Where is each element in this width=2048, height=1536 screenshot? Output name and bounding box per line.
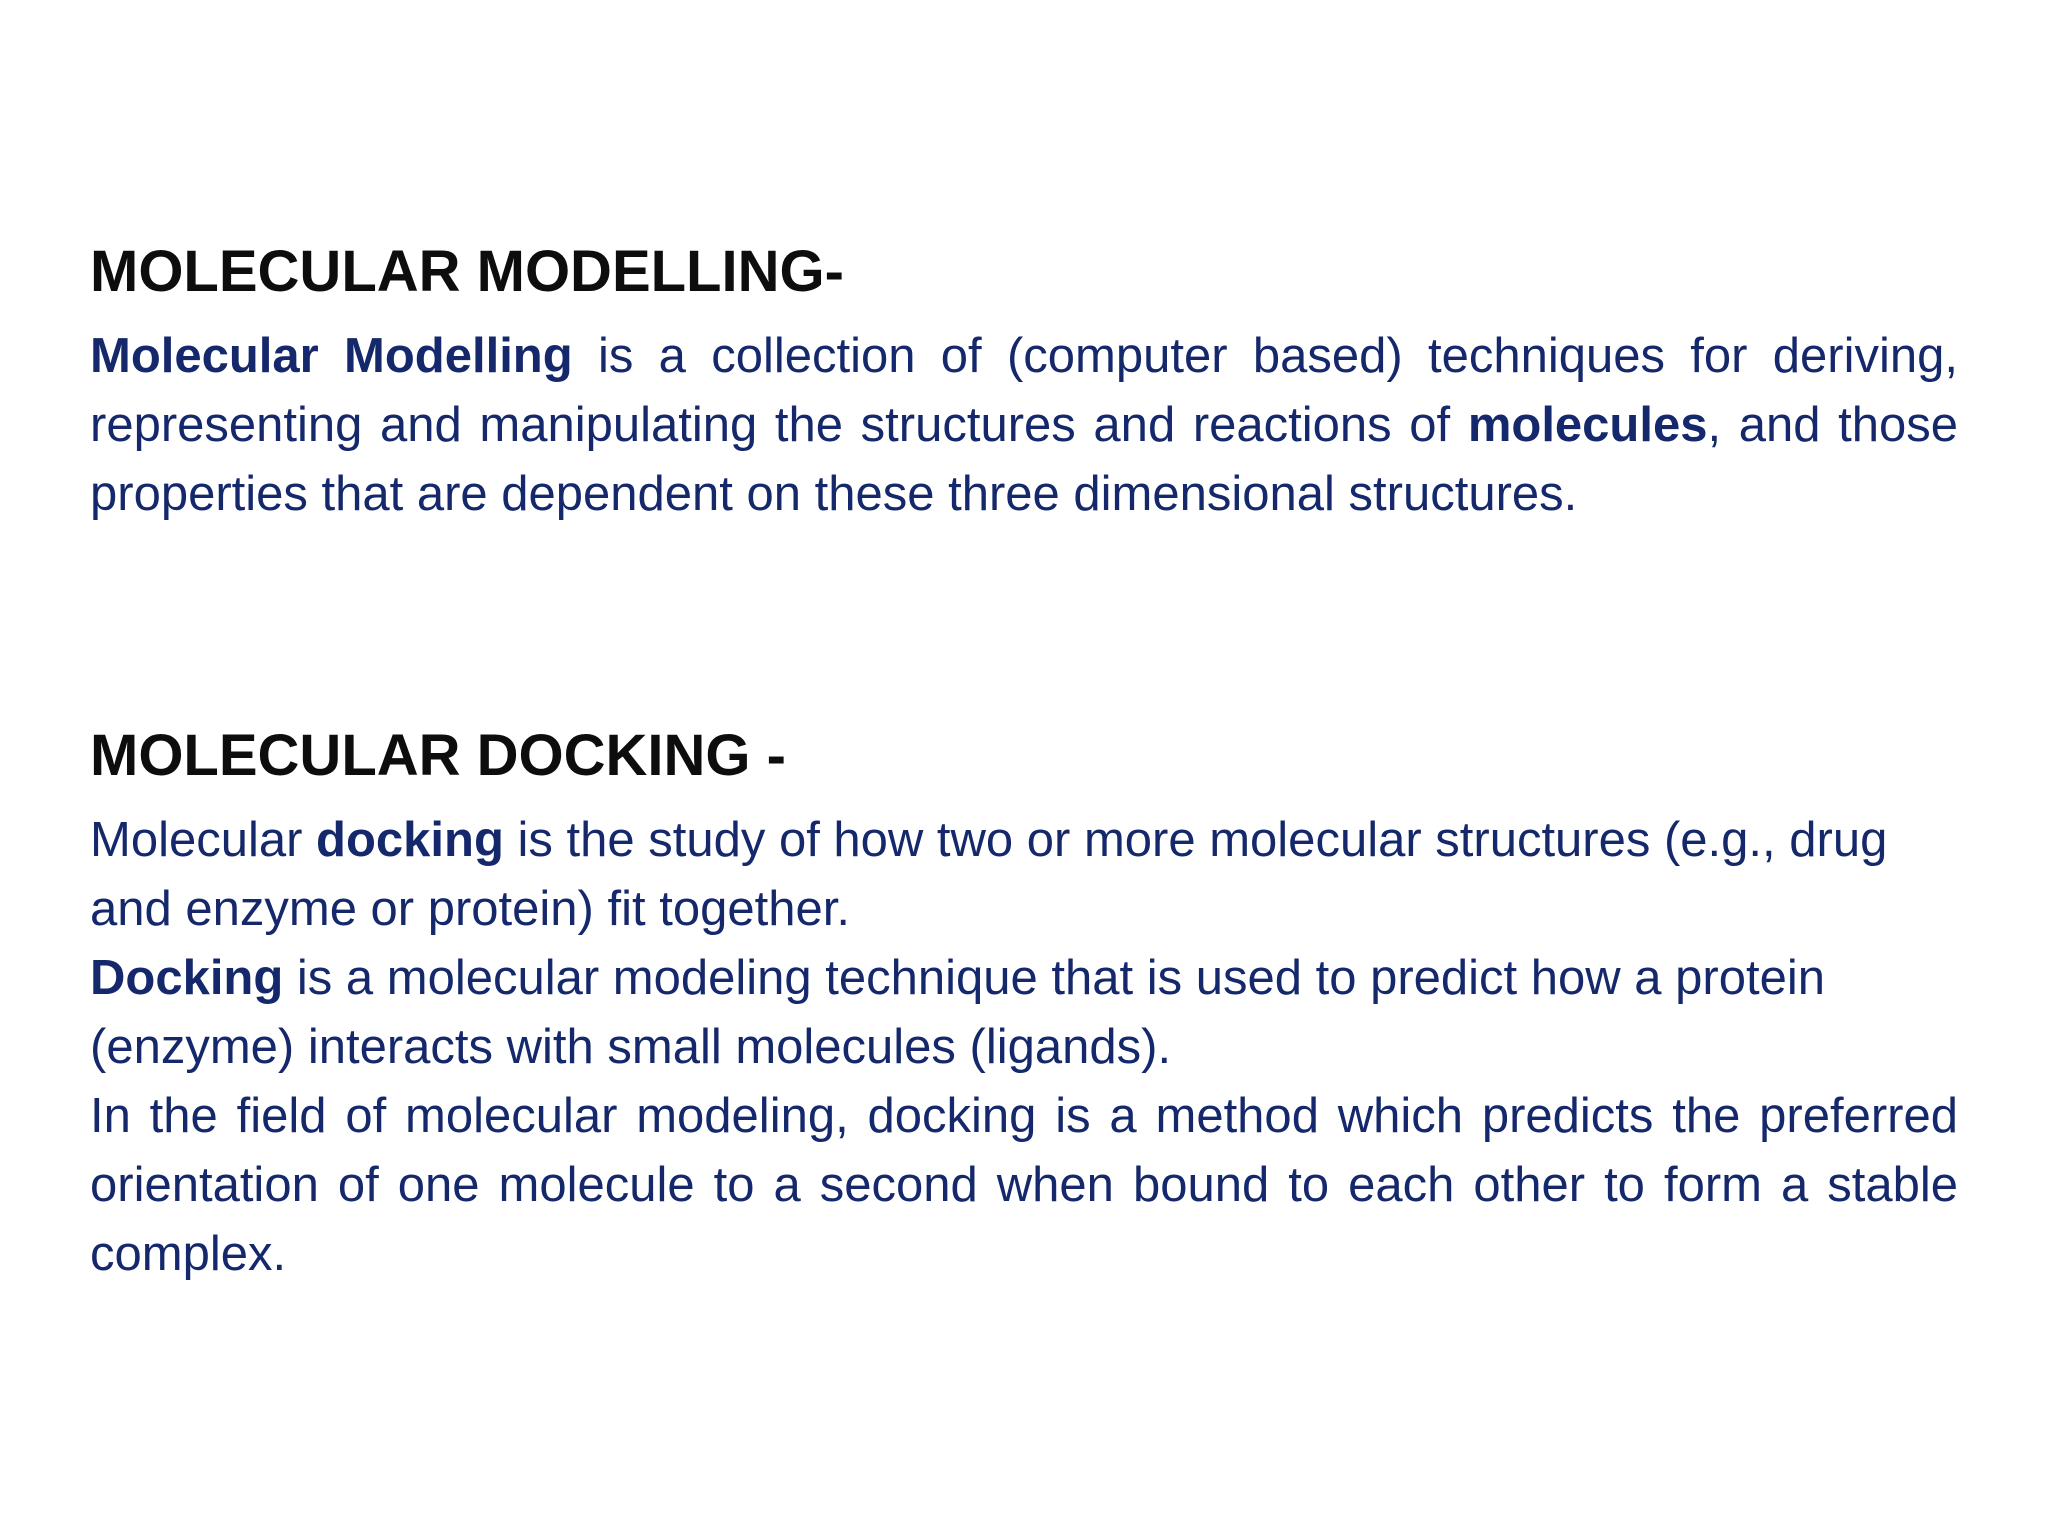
molecular-modelling-heading: MOLECULAR MODELLING-	[90, 239, 844, 304]
docking-paragraph-1	[90, 806, 1958, 944]
docking-p2-bold: Docking	[90, 951, 284, 1005]
molecular-modelling-definition	[90, 322, 1958, 529]
molecular-modelling-term: Molecular Modelling	[90, 329, 573, 383]
molecular-modelling-section	[90, 232, 1958, 529]
molecules-emphasis: molecules	[1467, 398, 1708, 452]
definition-text-part1: is a collection of (computer based) techniques for deriving, representing and manipulating the structures and reactions of	[90, 329, 1958, 452]
docking-paragraph-2	[90, 944, 1958, 1082]
molecular-docking-section	[90, 716, 1958, 1289]
docking-p1-start: Molecular	[90, 813, 317, 867]
docking-p1-rest: is the study of how two or more molecular structures (e.g., drug and enzyme or protein) fit together.	[90, 813, 1888, 936]
molecular-docking-heading: MOLECULAR DOCKING -	[90, 723, 786, 788]
docking-paragraph-3: In the field of molecular modeling, docking is a method which predicts the preferred orientation of one molecule to a second when bound to each other to form a stable complex.	[90, 1089, 1958, 1281]
docking-p1-bold: docking	[316, 813, 504, 867]
docking-p2-rest: is a molecular modeling technique that is used to predict how a protein (enzyme) interacts with small molecules (ligands).	[90, 951, 1825, 1074]
definition-text-part2: , and those properties that are dependent on these three dimensional structures.	[90, 398, 1959, 521]
